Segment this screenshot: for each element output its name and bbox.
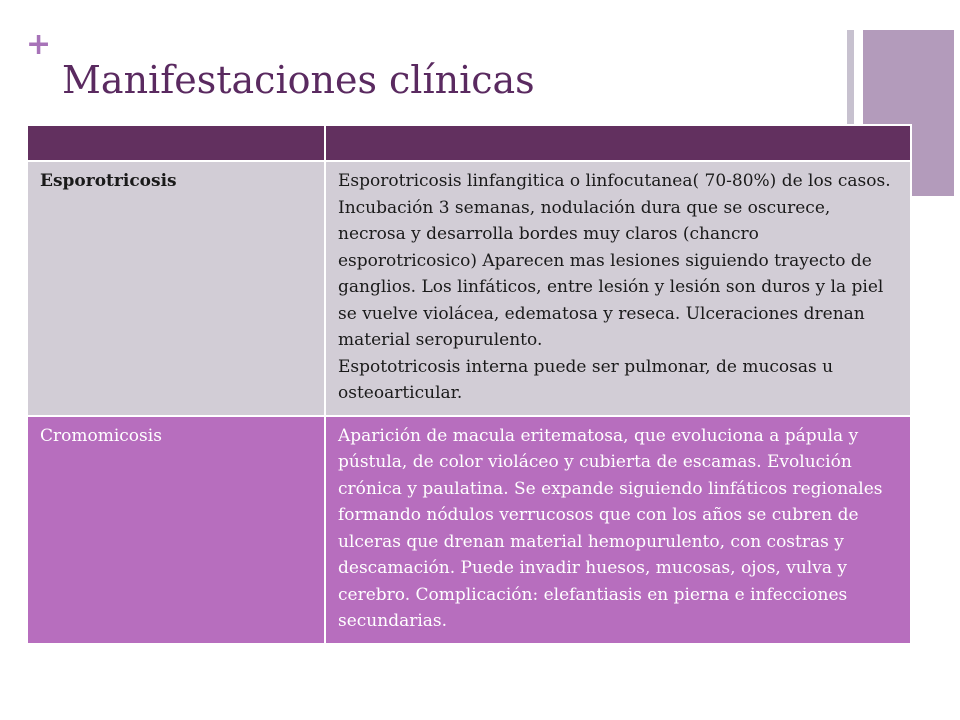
description-cell: [325, 416, 911, 644]
manifestations-table: [26, 124, 912, 645]
description-paragraph: Aparición de macula eritematosa, que evoluciona a pápula y pústula, de color violáceo y cubierta de escamas. Evolución crónica y paulatina. Se expande siguiendo linfáticos regionales formando nódulos verrucosos que con los años se cubren de ulceras que drenan material hemopurulento, con costras y descamación. Puede invadir huesos, mucosas, ojos, vulva y cerebro. Complicación: elefantiasis en pierna e infecciones secundarias.: [338, 425, 883, 631]
disease-name-cell: Esporotricosis: [27, 161, 325, 416]
table-row: [27, 416, 911, 644]
header-cell-1: [27, 125, 325, 161]
table-row: [27, 161, 911, 416]
table-header-row: [27, 125, 911, 161]
disease-name-cell: Cromomicosis: [27, 416, 325, 644]
description-cell: [325, 161, 911, 416]
description-paragraph: Espototricosis interna puede ser pulmonar, de mucosas u osteoarticular.: [338, 356, 834, 403]
decorative-bar-thin: [847, 30, 854, 125]
description-paragraph: Esporotricosis linfangitica o linfocutanea( 70-80%) de los casos. Incubación 3 semanas, nodulación dura que se oscurece, necrosa y desarrolla bordes muy claros (chancro esporotricosico) Aparecen mas lesiones siguiendo trayecto de ganglios. Los linfáticos, entre lesión y lesión son duros y la piel se vuelve violácea, edematosa y reseca. Ulceraciones drenan material seropurulento.: [338, 171, 891, 350]
header-cell-2: [325, 125, 911, 161]
slide-title: Manifestaciones clínicas: [62, 58, 535, 102]
plus-icon: +: [26, 27, 52, 62]
